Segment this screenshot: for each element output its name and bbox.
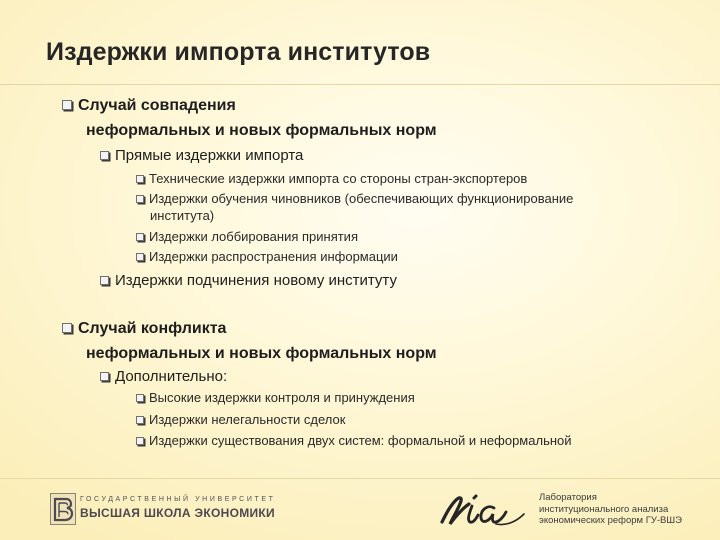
list-item: [136, 171, 527, 186]
checkbox-bullet-icon: [100, 151, 109, 160]
checkbox-bullet-icon: [62, 100, 72, 110]
university-name-top: ГОСУДАРСТВЕННЫЙ УНИВЕРСИТЕТ: [80, 496, 276, 503]
additional-label: Дополнительно:: [115, 368, 228, 385]
checkbox-bullet-icon: [136, 437, 144, 445]
list-item: [136, 433, 572, 448]
lab-caption-line: экономических реформ ГУ-ВШЭ: [539, 515, 682, 526]
list-item-text: Высокие издержки контроля и принуждения: [149, 390, 415, 405]
case1-line1: Случай совпадения: [78, 97, 236, 114]
list-item-text: Издержки существования двух систем: формальной и неформальной: [149, 433, 572, 448]
list-item: [136, 229, 358, 244]
list-item-text: Технические издержки импорта со стороны стран-экспортеров: [149, 171, 528, 186]
additional-item: [100, 368, 227, 385]
checkbox-bullet-icon: [100, 372, 109, 381]
title-divider: [0, 84, 720, 85]
list-item: [136, 412, 345, 427]
checkbox-bullet-icon: [62, 323, 72, 333]
list-item: [136, 191, 573, 206]
checkbox-bullet-icon: [136, 394, 144, 402]
list-item-text: Издержки распространения информации: [149, 249, 398, 264]
case2-line2: неформальных и новых формальных норм: [86, 345, 437, 362]
case2-heading: [62, 320, 226, 338]
checkbox-bullet-icon: [136, 416, 144, 424]
checkbox-bullet-icon: [136, 233, 144, 241]
checkbox-bullet-icon: [136, 253, 144, 261]
list-item-text: Издержки обучения чиновников (обеспечивающих функционирование: [149, 191, 574, 206]
footer-divider: [0, 478, 720, 479]
direct-costs-label: Прямые издержки импорта: [115, 147, 304, 164]
university-name-bottom: ВЫСШАЯ ШКОЛА ЭКОНОМИКИ: [80, 506, 275, 520]
case2-line1: Случай конфликта: [78, 320, 227, 337]
checkbox-bullet-icon: [136, 195, 144, 203]
lab-caption-line: Лаборатория: [539, 492, 597, 503]
list-item: [136, 249, 398, 264]
case1-line2: неформальных и новых формальных норм: [86, 122, 437, 139]
list-item-text: Издержки нелегальности сделок: [149, 412, 346, 427]
lab-logo-icon: [436, 484, 528, 534]
slide-title: Издержки импорта институтов: [46, 38, 431, 66]
lab-caption-line: институционального анализа: [539, 503, 669, 515]
checkbox-bullet-icon: [100, 276, 109, 285]
list-item-text: Издержки лоббирования принятия: [149, 229, 358, 244]
checkbox-bullet-icon: [136, 175, 144, 183]
hse-logo-icon: [50, 493, 76, 525]
direct-costs-item: [100, 147, 303, 164]
lab-caption: [539, 492, 682, 527]
subordination-costs-item: [100, 272, 397, 289]
list-item-continuation: института): [150, 208, 215, 223]
case1-heading: [62, 97, 236, 115]
university-name: [80, 496, 276, 520]
list-item: [136, 390, 415, 405]
subordination-costs-label: Издержки подчинения новому институту: [115, 272, 397, 289]
